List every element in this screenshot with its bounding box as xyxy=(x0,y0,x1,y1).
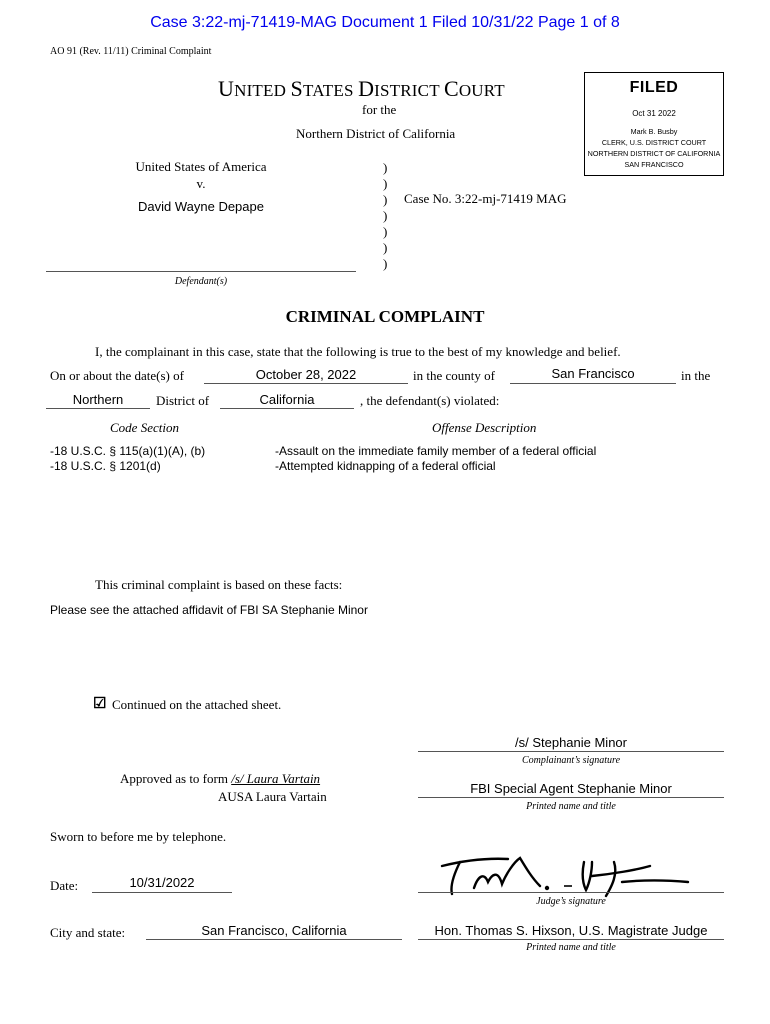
date-field: 10/31/2022 xyxy=(129,875,195,890)
code-section-header: Code Section xyxy=(110,420,179,435)
state-line xyxy=(220,408,354,409)
stamp-clerk-title: CLERK, U.S. DISTRICT COURT xyxy=(601,138,707,147)
judge-printed-name: Hon. Thomas S. Hixson, U.S. Magistrate Judge xyxy=(434,923,708,938)
judge-handwritten-signature xyxy=(436,852,696,902)
sworn-statement: Sworn to before me by telephone. xyxy=(50,829,227,844)
date-prefix: On or about the date(s) of xyxy=(50,368,184,383)
intro-statement: I, the complainant in this case, state that the following is true to the best of my knowledge and belief. xyxy=(95,344,621,359)
offense-description-header: Offense Description xyxy=(432,420,537,435)
complainant-signature-label: Complainant’s signature xyxy=(521,755,621,766)
date-line xyxy=(92,892,232,893)
district-direction-line xyxy=(46,408,150,409)
state-field: California xyxy=(259,392,315,407)
caption-paren: ) xyxy=(383,256,388,271)
county-suffix: in the xyxy=(681,368,711,383)
approval-line xyxy=(120,771,320,787)
stamp-district: NORTHERN DISTRICT OF CALIFORNIA xyxy=(587,149,721,158)
complaint-title: CRIMINAL COMPLAINT xyxy=(285,307,485,326)
county-prefix: in the county of xyxy=(413,368,495,383)
approval-signature: /s/ Laura Vartain xyxy=(231,771,321,786)
complainant-printed-label: Printed name and title xyxy=(526,801,616,812)
judge-signature-line xyxy=(418,892,724,893)
defendant-name: David Wayne Depape xyxy=(138,199,264,214)
stamp-city: SAN FRANCISCO xyxy=(624,160,684,169)
ecf-header: Case 3:22-mj-71419-MAG Document 1 Filed 10/31/22 Page 1 of 8 xyxy=(150,14,620,31)
defendant-label: Defendant(s) xyxy=(174,276,228,287)
approval-prefix: Approved as to form xyxy=(120,771,232,786)
approval-name: AUSA Laura Vartain xyxy=(218,789,327,804)
caption-paren: ) xyxy=(383,176,388,191)
checkbox-checked-icon: ☑ xyxy=(93,695,107,712)
defendant-line xyxy=(46,271,356,272)
offense-description-1: -Assault on the immediate family member of a federal official xyxy=(275,444,597,458)
city-state-field: San Francisco, California xyxy=(201,923,347,938)
facts-intro: This criminal complaint is based on these facts: xyxy=(95,577,343,592)
filed-stamp xyxy=(584,72,724,176)
code-section-2: -18 U.S.C. § 1201(d) xyxy=(50,459,161,473)
form-id: AO 91 (Rev. 11/11) Criminal Complaint xyxy=(50,46,212,57)
caption-paren: ) xyxy=(383,208,388,223)
continued-label: Continued on the attached sheet. xyxy=(112,697,282,712)
district-of-label: District of xyxy=(156,393,210,408)
stamp-title: FILED xyxy=(629,79,679,96)
offense-description-2: -Attempted kidnapping of a federal official xyxy=(275,459,496,473)
court-title: UNITED STATES DISTRICT COURT xyxy=(218,76,505,101)
complainant-signature: /s/ Stephanie Minor xyxy=(514,735,627,750)
violated-suffix: , the defendant(s) violated: xyxy=(360,393,500,408)
stamp-date: Oct 31 2022 xyxy=(632,109,676,118)
judge-printed-label: Printed name and title xyxy=(526,942,616,953)
case-number: Case No. 3:22-mj-71419 MAG xyxy=(404,191,567,206)
offense-date-line xyxy=(204,383,408,384)
date-label: Date: xyxy=(50,878,79,893)
versus: v. xyxy=(196,176,206,191)
complainant-printed-line xyxy=(418,797,724,798)
stamp-clerk-name: Mark B. Busby xyxy=(630,127,678,136)
stamp-lines xyxy=(585,126,723,170)
code-section-1: -18 U.S.C. § 115(a)(1)(A), (b) xyxy=(50,444,206,458)
complainant-printed-name: FBI Special Agent Stephanie Minor xyxy=(470,781,672,796)
offense-date-field: October 28, 2022 xyxy=(255,367,357,382)
complainant-signature-line xyxy=(418,751,724,752)
court-district: Northern District of California xyxy=(296,126,456,141)
plaintiff-name: United States of America xyxy=(135,159,267,174)
caption-paren: ) xyxy=(383,192,388,207)
city-state-line xyxy=(146,939,402,940)
judge-printed-line xyxy=(418,939,724,940)
district-direction-field: Northern xyxy=(72,392,124,407)
city-state-label: City and state: xyxy=(50,925,126,940)
judge-signature-label: Judge’s signature xyxy=(536,896,606,907)
county-line xyxy=(510,383,676,384)
caption-paren: ) xyxy=(383,240,388,255)
caption-paren: ) xyxy=(383,160,388,175)
for-the: for the xyxy=(362,102,397,117)
caption-paren: ) xyxy=(383,224,388,239)
county-field: San Francisco xyxy=(551,366,635,381)
facts-text: Please see the attached affidavit of FBI SA Stephanie Minor xyxy=(50,603,368,617)
